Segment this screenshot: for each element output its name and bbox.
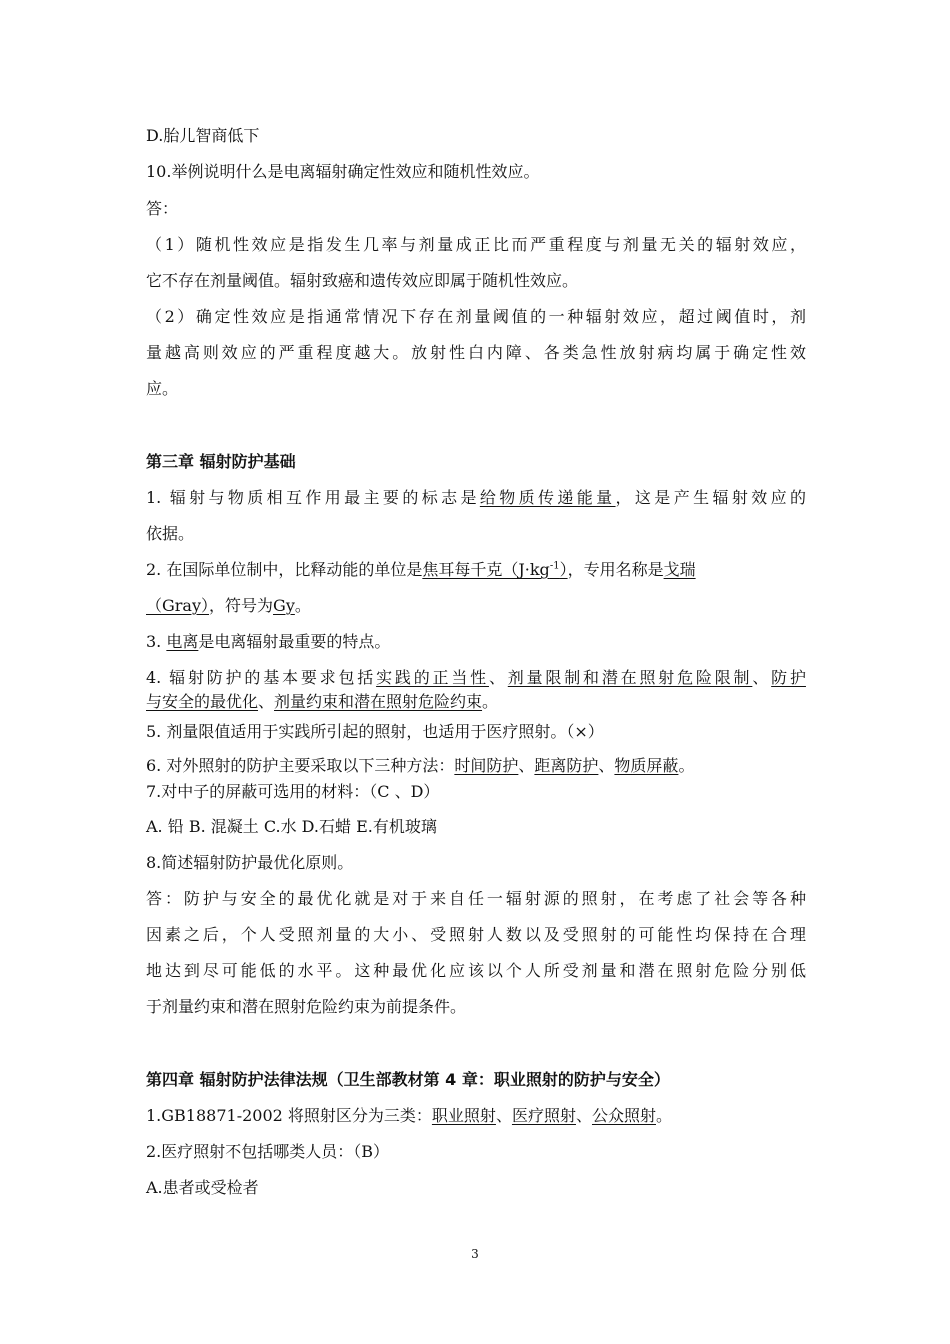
ch3-question-3: 3. 电离是电离辐射最重要的特点。	[146, 632, 391, 651]
ch4-question-1: 1.GB18871-2002 将照射区分为三类：职业照射、医疗照射、公众照射。	[146, 1106, 673, 1125]
answer-paragraph-line: （2）确定性效应是指通常情况下存在剂量阈值的一种辐射效应，超过阈值时，剂	[146, 307, 806, 326]
chapter-4-heading: 第四章 辐射防护法律法规（卫生部教材第 4 章：职业照射的防护与安全）	[146, 1070, 670, 1089]
fill-in-answer: 时间防护	[454, 756, 519, 775]
answer-option-d: D.胎儿智商低下	[146, 126, 260, 145]
ch3-answer-8-line: 地达到尽可能低的水平。这种最优化应该以个人所受剂量和潜在照射危险分别低	[146, 961, 806, 980]
fill-in-answer: 剂量约束和潜在照射危险约束	[274, 692, 483, 711]
ch3-question-5: 5. 剂量限值适用于实践所引起的照射，也适用于医疗照射。（×）	[146, 722, 604, 741]
ch3-question-1: 1. 辐射与物质相互作用最主要的标志是给物质传递能量，这是产生辐射效应的	[146, 488, 806, 507]
answer-paragraph-line: （1）随机性效应是指发生几率与剂量成正比而严重程度与剂量无关的辐射效应，	[146, 235, 806, 254]
ch3-question-6: 6. 对外照射的防护主要采取以下三种方法：时间防护、距离防护、物质屏蔽。	[146, 756, 695, 775]
answer-paragraph-line: 应。	[146, 379, 179, 398]
question-10: 10.举例说明什么是电离辐射确定性效应和随机性效应。	[146, 162, 540, 181]
fill-in-answer: 物质屏蔽	[614, 756, 679, 775]
fill-in-answer: 与安全的最优化	[146, 692, 259, 711]
answer-label: 答：	[146, 199, 179, 218]
fill-in-answer: 医疗照射	[511, 1106, 576, 1125]
fill-in-answer: 距离防护	[534, 756, 599, 775]
ch3-answer-8-line: 因素之后，个人受照剂量的大小、受照射人数以及受照射的可能性均保持在合理	[146, 925, 806, 944]
fill-in-answer: （Gray）	[146, 596, 210, 615]
ch3-question-1-cont: 依据。	[146, 524, 195, 543]
page-number: 3	[471, 1247, 479, 1261]
fill-in-answer: 电离	[166, 632, 199, 651]
ch4-question-2-option-a: A.患者或受检者	[146, 1178, 259, 1197]
fill-in-answer: 剂量限制和潜在照射危险限制	[507, 668, 753, 687]
fill-in-answer: 职业照射	[431, 1106, 496, 1125]
ch3-answer-8-line: 于剂量约束和潜在照射危险约束为前提条件。	[146, 997, 467, 1016]
ch3-answer-8-line: 答：防护与安全的最优化就是对于来自任一辐射源的照射，在考虑了社会等各种	[146, 889, 806, 908]
answer-paragraph-line: 它不存在剂量阈值。辐射致癌和遗传效应即属于随机性效应。	[146, 271, 579, 290]
ch3-question-4-cont: 与安全的最优化、剂量约束和潜在照射危险约束。	[146, 692, 499, 711]
fill-in-answer: Gy	[273, 596, 295, 615]
ch4-question-2: 2.医疗照射不包括哪类人员：（B）	[146, 1142, 390, 1161]
fill-in-answer: 焦耳每千克$(J\cdot kg^{-1})$	[422, 560, 568, 579]
ch3-question-7-options: A. 铅 B. 混凝土 C.水 D.石蜡 E.有机玻璃	[146, 817, 437, 836]
fill-in-answer: 防护	[771, 668, 806, 687]
fill-in-answer: 实践的正当性	[376, 668, 489, 687]
ch3-question-4: 4. 辐射防护的基本要求包括实践的正当性、剂量限制和潜在照射危险限制、防护	[146, 668, 806, 687]
ch3-question-2-cont: （Gray），符号为Gy。	[146, 596, 311, 615]
ch3-question-2: 2. 在国际单位制中，比释动能的单位是焦耳每千克$(J\cdot kg^{-1})$，专用名称是戈瑞	[146, 560, 696, 579]
answer-paragraph-line: 量越高则效应的严重程度越大。放射性白内障、各类急性放射病均属于确定性效	[146, 343, 806, 362]
fill-in-answer: 公众照射	[591, 1106, 656, 1125]
fill-in-answer: 给物质传递能量	[479, 488, 616, 507]
ch3-question-7: 7.对中子的屏蔽可选用的材料：（C 、D）	[146, 782, 440, 801]
chapter-3-heading: 第三章 辐射防护基础	[146, 452, 296, 471]
ch3-question-8: 8.简述辐射防护最优化原则。	[146, 853, 354, 872]
fill-in-answer: 戈瑞	[663, 560, 696, 579]
